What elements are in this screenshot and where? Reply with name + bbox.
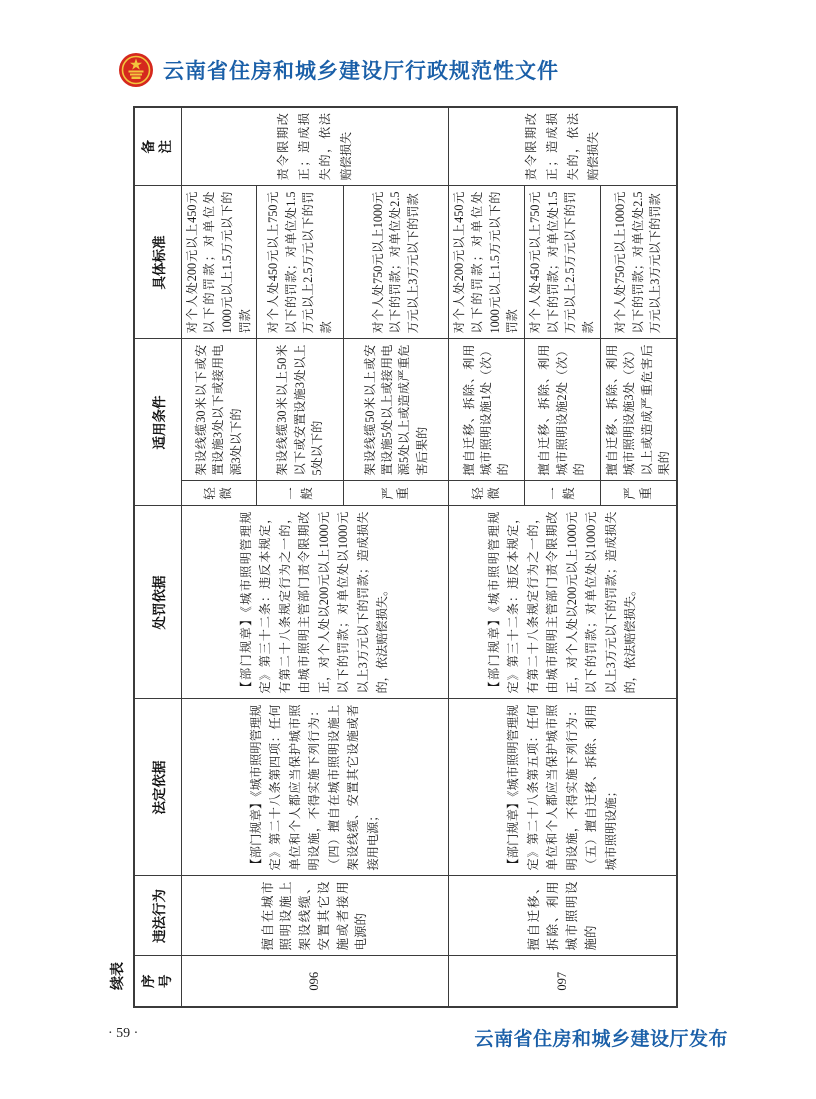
condition-cell: 擅自迁移、拆除、利用城市照明设施1处（次）的 <box>449 339 525 481</box>
col-header-specific-standard: 具体标准 <box>134 186 181 339</box>
legal-basis-cell: 【部门规章】《城市照明管理规定》第二十八条第五项：任何单位和个人都应当保护城市照明设施，不得实施下列行为：（五）擅自迁移、拆除、利用城市照明设施； <box>449 699 678 876</box>
condition-cell: 架设线缆50米以上或安置设施5处以上或接用电源5处以上或造成严重危害后果的 <box>344 339 449 481</box>
penalty-basis-cell: 【部门规章】《城市照明管理规定》第三十二条：违反本规定，有第二十八条规定行为之一的，由城市照明主管部门责令限期改正，对个人处以200元以上1000元以下的罚款；对单位处以1000元以上3万元以下的罚款；造成损失的，依法赔偿损失。 <box>181 506 449 699</box>
document-header <box>118 52 559 88</box>
standard-cell: 对个人处200元以上450元以下的罚款；对单位处1000元以上1.5万元以下的罚款 <box>449 186 525 339</box>
legal-basis-cell: 【部门规章】《城市照明管理规定》第二十八条第四项：任何单位和个人都应当保护城市照明设施，不得实施下列行为：（四）擅自在城市照明设施上架设线缆、安置其它设施或者接用电源； <box>181 699 449 876</box>
continuation-label: 续表 <box>109 962 125 990</box>
illegal-act-cell: 擅自迁移、拆除、利用城市照明设施的 <box>449 876 678 956</box>
national-emblem-icon <box>118 52 154 88</box>
condition-cell: 架设线缆30米以上50米以下或安置设施3处以上5处以下的 <box>257 339 344 481</box>
discretion-level: 严重 <box>600 481 677 506</box>
discretion-level: 轻微 <box>449 481 525 506</box>
standard-cell: 对个人处750元以上1000元以下的罚款；对单位处2.5万元以上3万元以下的罚款 <box>600 186 677 339</box>
standard-cell: 对个人处200元以上450元以下的罚款；对单位处1000元以上1.5万元以下的罚款 <box>181 186 257 339</box>
discretion-level: 轻微 <box>181 481 257 506</box>
discretion-level: 一般 <box>257 481 344 506</box>
publisher-label: 云南省住房和城乡建设厅发布 <box>474 1029 728 1050</box>
discretion-level: 一般 <box>525 481 601 506</box>
table-row <box>449 107 525 1007</box>
page-title: 云南省住房和城乡建设厅行政规范性文件 <box>163 60 559 83</box>
condition-cell: 擅自迁移、拆除、利用城市照明设施2处（次）的 <box>525 339 601 481</box>
standard-cell: 对个人处750元以上1000元以下的罚款；对单位处2.5万元以上3万元以下的罚款 <box>344 186 449 339</box>
page-number: · 59 · <box>108 1026 139 1041</box>
rotated-table-region <box>109 108 671 1008</box>
penalty-basis-cell: 【部门规章】《城市照明管理规定》第三十二条：违反本规定，有第二十八条规定行为之一的，由城市照明主管部门责令限期改正，对个人处以200元以上1000元以下的罚款；对单位处以1000元以上3万元以下的罚款；造成损失的，依法赔偿损失。 <box>449 506 678 699</box>
serial-number: 097 <box>449 956 678 1007</box>
penalty-discretion-table <box>133 106 678 1008</box>
table-row <box>181 107 257 1007</box>
col-header-applicable-condition: 适用条件 <box>134 339 181 506</box>
col-header-serial: 序号 <box>134 956 181 1007</box>
remark-cell: 责令限期改正；造成损失的，依法赔偿损失 <box>181 107 449 186</box>
standard-cell: 对个人处450元以上750元以下的罚款；对单位处1.5万元以上2.5万元以下的罚款 <box>525 186 601 339</box>
col-header-illegal-act: 违法行为 <box>134 876 181 956</box>
standard-cell: 对个人处450元以上750元以下的罚款；对单位处1.5万元以上2.5万元以下的罚款 <box>257 186 344 339</box>
remark-cell: 责令限期改正；造成损失的，依法赔偿损失 <box>449 107 678 186</box>
col-header-penalty-basis: 处罚依据 <box>134 506 181 699</box>
illegal-act-cell: 擅自在城市照明设施上架设线缆、安置其它设施或者接用电源的 <box>181 876 449 956</box>
serial-number: 096 <box>181 956 449 1007</box>
col-header-remark: 备注 <box>134 107 181 186</box>
condition-cell: 擅自迁移、拆除、利用城市照明设施3处（次）以上或造成严重危害后果的 <box>600 339 677 481</box>
col-header-legal-basis: 法定依据 <box>134 699 181 876</box>
discretion-level: 严重 <box>344 481 449 506</box>
table-header-row <box>134 107 181 1007</box>
condition-cell: 架设线缆30米以下或安置设施3处以下或接用电源3处以下的 <box>181 339 257 481</box>
